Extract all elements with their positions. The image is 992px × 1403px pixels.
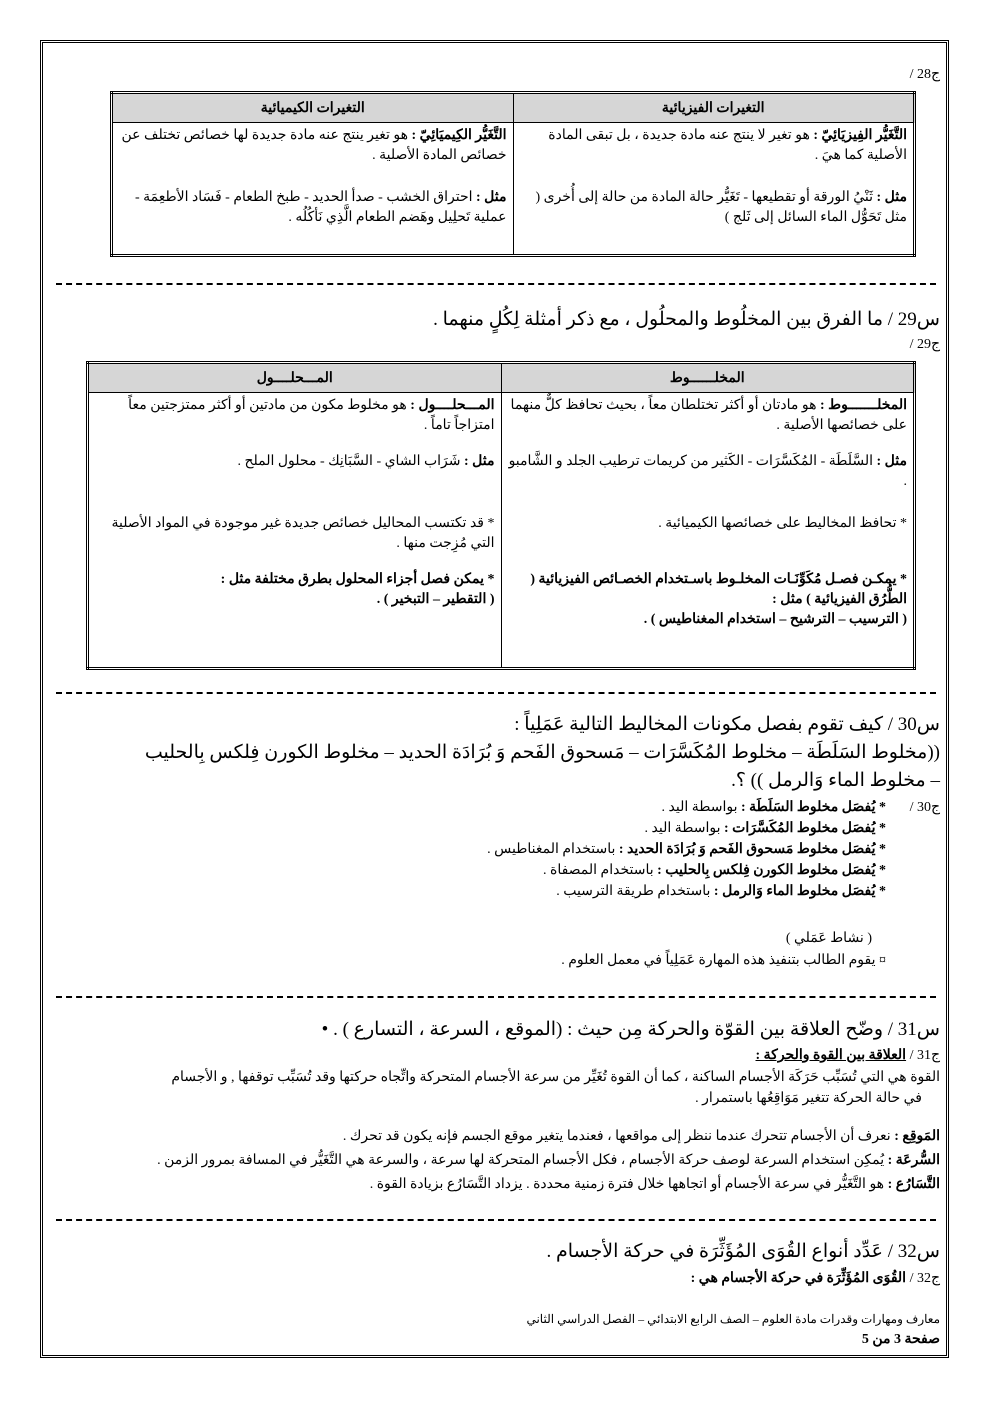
q31-location xyxy=(343,1126,940,1147)
cell-chemical xyxy=(112,123,514,256)
question-32: س32 / عَدِّد أنواع القُوَى المُؤَثِّرَة في حركة الأجسام . xyxy=(546,1241,940,1262)
answer-bold: * يُفصَل مخلوط المُكَسَّرَات : xyxy=(724,821,886,836)
question-30: س30 / كيف تقوم بفصل مكونات المخاليط التالية عَمَلِياً : xyxy=(514,714,940,735)
answer-31-title: العلاقة بين القوة والحركة : xyxy=(755,1048,907,1063)
list-item xyxy=(487,860,886,881)
chemical-term: التَّغَيُّر الكِيميَائِيّ : xyxy=(411,128,507,143)
solution-sep-methods: ( التقطير – التبخير ) . xyxy=(376,592,495,607)
divider xyxy=(56,283,936,285)
answer-text: باستخدام المغناطيس . xyxy=(487,842,619,857)
accel-term: التَّسَارُع : xyxy=(887,1177,940,1192)
answer-30-label: ج30 / xyxy=(909,800,940,815)
cell-mixture xyxy=(501,393,915,669)
answer-bold: * يُفصَل مخلوط مَسحوق الفَحم وَ بُرَادَة الحديد : xyxy=(618,842,886,857)
answer-text: باستخدام طريقة الترسيب . xyxy=(556,884,714,899)
physical-def: هو تغير لا ينتج عنه مادة جديدة ، بل تبقى المادة الأصلية كما هيَ . xyxy=(548,128,907,163)
answer-text: باستخدام المصفاة . xyxy=(542,863,658,878)
list-item xyxy=(487,839,886,860)
solution-sep: * يمكن فصل أجزاء المحلول بطرق مختلفة مثل : xyxy=(220,572,495,587)
answer-28-label: ج28 / xyxy=(909,67,940,82)
header-chemical: التغيرات الكيميائية xyxy=(112,93,514,123)
header-physical: التغيرات الفيزيائية xyxy=(513,93,915,123)
page-number: صفحة 3 من 5 xyxy=(861,1332,940,1347)
mixture-ex-label: مثل : xyxy=(876,454,907,469)
location-term: المَوقِع : xyxy=(894,1129,940,1144)
answer-bold: * يُفصَل مخلوط الكورن فِلكس بِالحليب : xyxy=(657,863,886,878)
mixture-solution-table xyxy=(86,361,916,670)
activity-title: ( نشاط عَمَلي ) xyxy=(785,931,872,946)
answer-30-list xyxy=(487,797,886,902)
header-solution: المـــحلــــول xyxy=(88,363,502,393)
answer-31-header xyxy=(756,1045,941,1066)
solution-ex-label: مثل : xyxy=(464,454,495,469)
question-30-list-1: ((مخلوط السَلَطَة – مخلوط المُكَسَّرَات – مَسحوق الفَحم وَ بُرَادَة الحديد – مخلوط الكورن فِلكس بِالحليب xyxy=(144,742,940,763)
chemical-ex: احتراق الخشب - صدأ الحديد - طبخ الطعام - فَسَاد الأطعِمَة - عملية تَحلِيل وهَضم الطعام الَّذِي نَأكُلُه . xyxy=(134,190,507,225)
header-mixture: المخلــــــوط xyxy=(501,363,915,393)
mixture-sep: * يمكـن فصـل مُكَوِّنَـات المخلـوط باسـتخدام الخصـائص الفيزيائية ( الطُّرُق الفيزيائية ) مثل : xyxy=(530,572,907,607)
mixture-note: * تحافظ المخاليط على خصائصها الكيميائية . xyxy=(658,516,907,531)
answer-31-label: ج31 / xyxy=(909,1048,940,1063)
question-29: س29 / ما الفرق بين المخلُوط والمحلُول ، مع ذكر أمثلة لِكُلٍ منهما . xyxy=(433,309,940,330)
divider xyxy=(56,692,936,694)
answer-32-label: ج32 / xyxy=(909,1271,940,1286)
physical-ex-label: مثل : xyxy=(876,190,907,205)
question-30-list-2: – مخلوط الماء وَالرمل )) ؟. xyxy=(731,770,940,791)
solution-def: هو مخلوط مكون من مادتين أو أكثر ممتزجتين معاً امتزاجاً تاماً . xyxy=(128,398,495,433)
physical-term: التَّغَيُّر الفِيزيَائِيّ : xyxy=(813,128,907,143)
activity-text: ¤ يقوم الطالب بتنفيذ هذه المهارة عَمَلِياً في معمل العلوم . xyxy=(561,953,886,968)
list-item xyxy=(487,881,886,902)
accel-text: هو التَّغَيُّر في سرعة الأجسام أو اتجاهها خلال فترة زمنية محددة . يزداد التَّسَارُع بزيادة القوة . xyxy=(369,1177,888,1192)
q31-speed xyxy=(157,1150,940,1171)
divider xyxy=(56,1219,936,1221)
cell-solution xyxy=(88,393,502,669)
cell-physical xyxy=(513,123,915,256)
speed-text: يُمكِن استخدام السرعة لوصف حركة الأجسام ، فكل الأجسام المتحركة لها سرعة ، والسرعة هي التَّغَيُّر في المسافة بمرور الزمن . xyxy=(157,1153,888,1168)
answer-29-label: ج29 / xyxy=(909,337,940,352)
solution-term: المـــحلــــول : xyxy=(410,398,495,413)
list-item xyxy=(487,797,886,818)
mixture-def: هو مادتان أو أكثر تختلطان معاً ، بحيث تحافظ كلٌّ منهما على خصائصها الأصلية . xyxy=(510,398,907,433)
question-31: س31 / وضّح العلاقة بين القوّة والحركة مِن حيث : (الموقع ، السرعة ، التسارع ) . • xyxy=(321,1019,940,1040)
solution-note: * قد تكتسب المحاليل خصائص جديدة غير موجودة في المواد الأصلية التي مُزِجت منها . xyxy=(111,516,495,551)
location-text: نعرف أن الأجسام تتحرك عندما ننظر إلى مواقعها ، فعندما يتغير موقع الجسم فإنه يكون قد تحرك . xyxy=(342,1129,895,1144)
solution-ex: شَرَاب الشاي - السَّبَانِك - محلول الملح . xyxy=(237,454,464,469)
chemical-ex-label: مثل : xyxy=(476,190,507,205)
answer-text: بواسطة اليد . xyxy=(661,800,741,815)
divider xyxy=(56,996,936,998)
chemical-def: هو تغير ينتج عنه مادة جديدة لها خصائص تختلف عن خصائص المادة الأصلية . xyxy=(121,128,507,163)
answer-bold: * يُفصَل مخلوط الماء وَالرمل : xyxy=(713,884,886,899)
answer-32 xyxy=(691,1268,940,1289)
q31-para-1: القوة هي التي تُسَبِّب حَرَكَة الأجسام الساكنة ، كما أن القوة تُغَيِّر من سرعة الأجسام المتحركة واتِّجاه حركتها وقد تُسَبِّب توقفها , و الأجسام xyxy=(171,1070,940,1085)
mixture-ex: السَّلَطَة - المُكَسَّرَات - الكَثير من كريمات ترطيب الجلد و الشَّامبو . xyxy=(508,454,907,489)
q31-para-2: في حالة الحركة تتغير مَوَاقِعُها باستمرار . xyxy=(695,1091,922,1106)
speed-term: السُّرعَة : xyxy=(887,1153,940,1168)
answer-32-bold: القُوَى المُؤَثِّرَة في حركة الأجسام هي : xyxy=(690,1271,907,1286)
mixture-sep-methods: ( الترسيب – الترشيح – استخدام المغناطيس ) . xyxy=(643,612,907,627)
footer-line: معارف ومهارات وقدرات مادة العلوم – الصف الرابع الابتدائي – الفصل الدراسي الثاني xyxy=(526,1312,940,1326)
list-item xyxy=(487,818,886,839)
answer-text: بواسطة اليد . xyxy=(644,821,724,836)
mixture-term: المخلـــــــوط : xyxy=(820,398,907,413)
physical-ex: ثَنْيُ الورقة أو تقطيعها - تَغَيُّر حالة المادة من حالة إلى أُخرى ( مثل تَحَوُّل الماء السائل إلى ثَلج ) xyxy=(535,190,907,225)
physical-chemical-table xyxy=(110,91,916,257)
q31-accel xyxy=(370,1174,940,1195)
answer-bold: * يُفصَل مخلوط السَلَطَة : xyxy=(740,800,886,815)
